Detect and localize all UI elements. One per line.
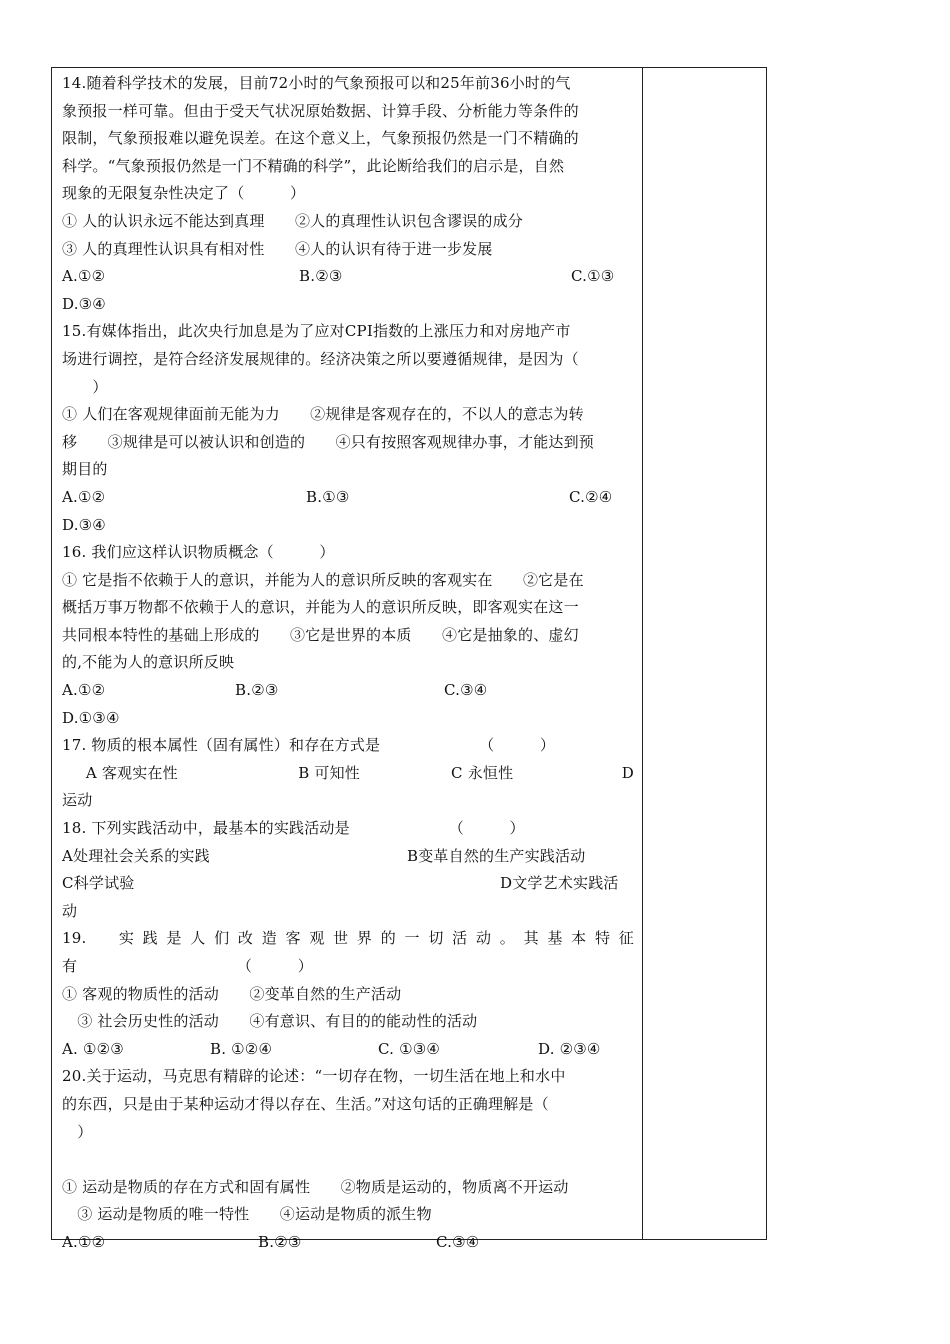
question-stem-line: 科学。“气象预报仍然是一门不精确的科学”，此论断给我们的启示是，自然 [62, 156, 565, 175]
option-c: C.①③ [571, 267, 615, 286]
question-stem-line: 19. 实践是人们改造客观世界的一切活动。其基本特征 [62, 929, 634, 948]
option-d: D.③④ [62, 515, 106, 534]
question-18 [62, 815, 634, 925]
column-divider [642, 68, 643, 1239]
question-19 [62, 925, 634, 1063]
option-a: A.①② [62, 487, 106, 506]
statement-line: ③ 社会历史性的活动 ④有意识、有目的的能动性的活动 [62, 1012, 478, 1031]
option-b: B.②③ [235, 681, 279, 700]
option-a: A 客观实在性 [85, 763, 178, 782]
question-stem-line: 象预报一样可靠。但由于受天气状况原始数据、计算手段、分析能力等条件的 [62, 101, 579, 120]
option-row [62, 843, 634, 871]
option-b: B.①③ [306, 487, 350, 506]
option-a: A.①② [62, 1232, 106, 1251]
statement-line: ① 人的认识永远不能达到真理 ②人的真理性认识包含谬误的成分 [62, 211, 523, 230]
option-c: C. ①③④ [378, 1039, 441, 1058]
option-d-text: 运动 [62, 791, 93, 810]
option-c: C.②④ [569, 487, 613, 506]
option-a: A. ①②③ [62, 1039, 124, 1058]
question-16 [62, 539, 634, 732]
option-b: B 可知性 [298, 763, 360, 782]
option-row [62, 1036, 634, 1064]
option-a: A处理社会关系的实践 [62, 846, 210, 865]
question-20 [62, 1063, 634, 1256]
option-a: A.①② [62, 267, 106, 286]
option-row [62, 760, 634, 788]
statement-line: ① 人们在客观规律面前无能为力 ②规律是客观存在的，不以人的意志为转 [62, 405, 584, 424]
option-c: C 永恒性 [451, 763, 514, 782]
questions-column [62, 70, 634, 1257]
option-d: D.①③④ [62, 708, 120, 727]
question-stem-line: 现象的无限复杂性决定了（ ） [62, 184, 306, 203]
option-d: D. ②③④ [538, 1039, 601, 1058]
option-row [62, 870, 634, 898]
statement-line: ① 运动是物质的存在方式和固有属性 ②物质是运动的，物质离不开运动 [62, 1177, 569, 1196]
question-stem-line: 有 （ ） [62, 957, 313, 975]
worksheet-table [51, 67, 767, 1251]
option-b: B.②③ [258, 1232, 302, 1251]
statement-line: 移 ③规律是可以被认识和创造的 ④只有按照客观规律办事，才能达到预 [62, 432, 595, 451]
question-stem-line: 20.关于运动，马克思有精辟的论述：“一切存在物，一切生活在地上和水中 [62, 1067, 566, 1086]
option-d: D.③④ [62, 294, 106, 313]
question-stem-line: 17. 物质的根本属性（固有属性）和存在方式是 （ ） [62, 736, 556, 755]
option-a: A.①② [62, 681, 106, 700]
option-c: C科学试验 [62, 874, 135, 893]
option-c: C.③④ [436, 1232, 480, 1251]
option-b: B. ①②④ [210, 1039, 273, 1058]
question-stem-line: 15.有媒体指出，此次央行加息是为了应对CPI指数的上涨压力和对房地产市 [62, 322, 571, 341]
question-stem-line: 的东西，只是由于某种运动才得以存在、生活。”对这句话的正确理解是（ [62, 1094, 549, 1113]
option-d: D文学艺术实践活 [500, 874, 619, 893]
statement-line: ③ 运动是物质的唯一特性 ④运动是物质的派生物 [62, 1205, 432, 1224]
statement-line: ① 客观的物质性的活动 ②变革自然的生产活动 [62, 984, 402, 1003]
question-stem-line: 18. 下列实践活动中，最基本的实践活动是 （ ） [62, 819, 525, 838]
statement-line: ③ 人的真理性认识具有相对性 ④人的认识有待于进一步发展 [62, 239, 493, 258]
statement-line: 期目的 [62, 460, 108, 479]
question-stem-line: 16. 我们应这样认识物质概念（ ） [62, 543, 335, 562]
option-c: C.③④ [444, 681, 488, 700]
option-b: B变革自然的生产实践活动 [407, 846, 586, 865]
question-stem-line: ） [62, 377, 108, 396]
question-stem-line: 场进行调控，是符合经济发展规律的。经济决策之所以要遵循规律，是因为（ [62, 349, 579, 368]
option-b: B.②③ [299, 267, 343, 286]
question-stem-line: 14.随着科学技术的发展，目前72小时的气象预报可以和25年前36小时的气 [62, 74, 571, 92]
statement-line: 概括万事万物都不依赖于人的意识，并能为人的意识所反映，即客观实在这一 [62, 598, 579, 617]
option-row [62, 1229, 634, 1257]
question-14 [62, 70, 634, 318]
question-stem-line: 限制，气象预报难以避免误差。在这个意义上，气象预报仍然是一门不精确的 [62, 129, 579, 148]
statement-line: 的,不能为人的意识所反映 [62, 653, 235, 672]
option-row [62, 263, 634, 291]
option-row [62, 677, 634, 705]
statement-line: 共同根本特性的基础上形成的 ③它是世界的本质 ④它是抽象的、虚幻 [62, 625, 579, 644]
option-d-text: 动 [62, 901, 78, 920]
statement-line: ① 它是指不依赖于人的意识，并能为人的意识所反映的客观实在 ②它是在 [62, 570, 584, 589]
question-stem-line: ） [62, 1122, 93, 1141]
question-17 [62, 732, 634, 815]
question-15 [62, 318, 634, 539]
option-row [62, 484, 634, 512]
blank-line [62, 1146, 634, 1174]
option-d: D [621, 763, 634, 782]
